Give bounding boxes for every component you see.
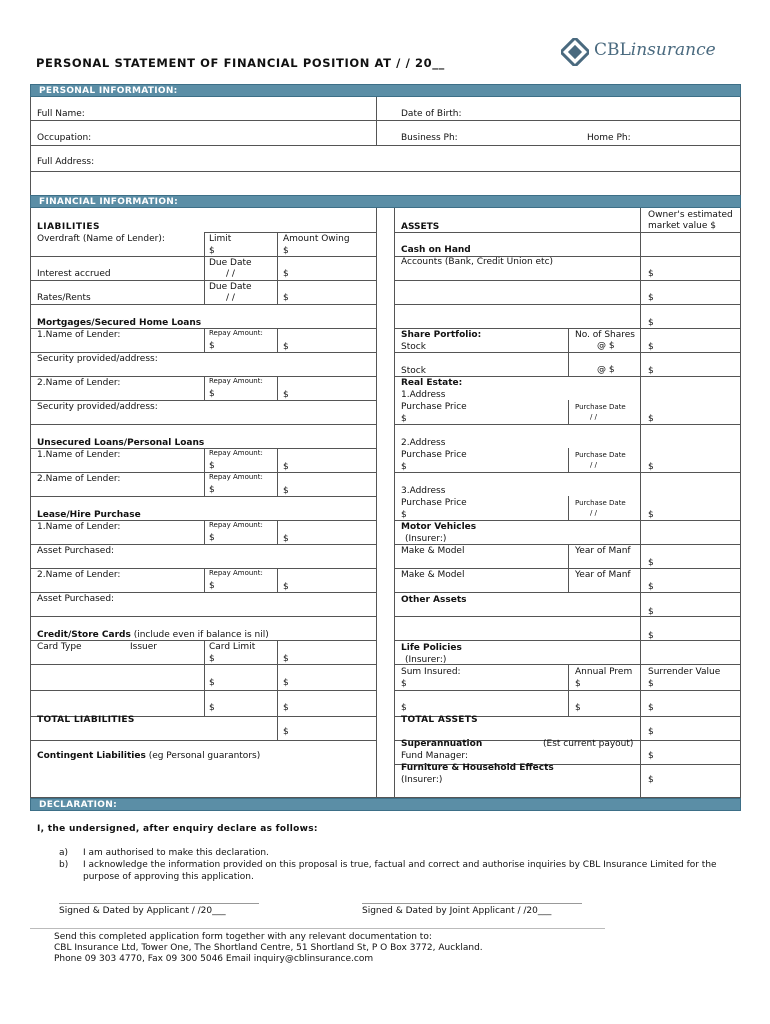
footer-contact-line: Phone 09 303 4770, Fax 09 300 5046 Email inquiry@cblinsurance.com: [54, 954, 374, 964]
dob-label: Date of Birth:: [401, 109, 462, 119]
superannuation-label: Superannuation: [401, 739, 483, 749]
occupation-label: Occupation:: [37, 133, 92, 143]
price-dollar-3: $: [401, 510, 407, 520]
card-owing-dollar-2: $: [283, 678, 289, 688]
business-phone-label: Business Ph:: [401, 133, 458, 143]
financial-info-bar: FINANCIAL INFORMATION:: [30, 195, 741, 208]
rates-label: Rates/Rents: [37, 293, 91, 303]
mortgage-owing-dollar-2: $: [283, 390, 289, 400]
footer-send-line: Send this completed application form together with any relevant documentation to:: [54, 932, 432, 942]
cbl-logo-icon: [561, 38, 589, 69]
asset-dollar-3: $: [648, 318, 654, 328]
sum-dollar-2: $: [401, 703, 407, 713]
unsecured-owing-dollar-1: $: [283, 462, 289, 472]
clause-b-label: b): [59, 860, 69, 870]
limit-label: Limit: [209, 234, 232, 244]
card-owing-dollar-3: $: [283, 703, 289, 713]
mortgage-security-1: Security provided/address:: [37, 354, 158, 364]
cbl-logo: CBLinsurance: [594, 40, 716, 60]
lease-repay-2: Repay Amount:: [209, 569, 263, 577]
rates-dollar: $: [283, 293, 289, 303]
issuer-label: Issuer: [130, 642, 157, 652]
applicant-signature-field[interactable]: Signed & Dated by Applicant / /20___: [59, 906, 226, 916]
mortgage-repay-1: Repay Amount:: [209, 329, 263, 337]
credit-heading: Credit/Store Cards (include even if balance is nil): [37, 630, 269, 640]
motor-dollar-2: $: [648, 582, 654, 592]
due-date-value: / /: [226, 269, 235, 279]
total-liabilities-label: TOTAL LIABILITIES: [37, 715, 135, 725]
motor-label: Motor Vehicles: [401, 522, 477, 532]
assets-heading: ASSETS: [401, 222, 440, 232]
mortgage-repay-2: Repay Amount:: [209, 377, 263, 385]
fund-manager-label: Fund Manager:: [401, 751, 468, 761]
mortgage-lender-2: 2.Name of Lender:: [37, 378, 121, 388]
purchase-price-1: Purchase Price: [401, 402, 467, 412]
footer-address-line: CBL Insurance Ltd, Tower One, The Shortland Centre, 51 Shortland St, P O Box 3772, Auckland.: [54, 943, 483, 953]
total-liabilities-dollar: $: [283, 727, 289, 737]
make-model-2: Make & Model: [401, 570, 465, 580]
purchase-price-3: Purchase Price: [401, 498, 467, 508]
cash-label: Cash on Hand: [401, 245, 471, 255]
purchase-date-value-3: / /: [590, 509, 597, 517]
address-3-label: 3.Address: [401, 486, 446, 496]
price-dollar-2: $: [401, 462, 407, 472]
real-estate-label: Real Estate:: [401, 378, 463, 388]
owners-estimate-label-1: Owner's estimated: [648, 210, 733, 220]
at-dollar-2: @ $: [597, 365, 615, 375]
prem-dollar-2: $: [575, 703, 581, 713]
purchase-date-1: Purchase Date: [575, 403, 626, 411]
mortgage-owing-dollar-1: $: [283, 342, 289, 352]
card-limit-label: Card Limit: [209, 642, 256, 652]
lease-repay-dollar-1: $: [209, 533, 215, 543]
total-assets-label: TOTAL ASSETS: [401, 715, 478, 725]
stock-dollar-2: $: [648, 366, 654, 376]
clause-b-text: I acknowledge the information provided on this proposal is true, factual and correct and authorise inquiries by CBL Insurance Limited for the: [83, 860, 717, 870]
card-limit-dollar-1: $: [209, 654, 215, 664]
address-2-label: 2.Address: [401, 438, 446, 448]
surrender-dollar-2: $: [648, 703, 654, 713]
due-date-value-2: / /: [226, 293, 235, 303]
purchase-date-value-1: / /: [590, 413, 597, 421]
furniture-label: Furniture & Household Effects: [401, 763, 554, 773]
stock-label-2: Stock: [401, 366, 426, 376]
super-dollar: $: [648, 751, 654, 761]
surrender-label: Surrender Value: [648, 667, 721, 677]
purchase-date-value-2: / /: [590, 461, 597, 469]
unsecured-owing-dollar-2: $: [283, 486, 289, 496]
liabilities-heading: LIABILITIES: [37, 222, 100, 232]
limit-dollar: $: [209, 246, 215, 256]
clause-a-text: I am authorised to make this declaration.: [83, 848, 269, 858]
asset-dollar-2: $: [648, 293, 654, 303]
purchase-date-2: Purchase Date: [575, 451, 626, 459]
interest-dollar: $: [283, 269, 289, 279]
life-policies-label: Life Policies: [401, 643, 462, 653]
at-dollar-1: @ $: [597, 341, 615, 351]
declaration-intro: I, the undersigned, after enquiry declare as follows:: [37, 824, 318, 834]
lease-lender-2: 2.Name of Lender:: [37, 570, 121, 580]
contingent-label: Contingent Liabilities (eg Personal guarantors): [37, 751, 261, 761]
card-type-label: Card Type: [37, 642, 82, 652]
furniture-dollar: $: [648, 775, 654, 785]
unsecured-lender-1: 1.Name of Lender:: [37, 450, 121, 460]
estate-dollar-2: $: [648, 462, 654, 472]
estate-dollar-3: $: [648, 510, 654, 520]
interest-label: Interest accrued: [37, 269, 111, 279]
surrender-dollar-1: $: [648, 679, 654, 689]
mortgage-repay-dollar-1: $: [209, 341, 215, 351]
share-portfolio-label: Share Portfolio:: [401, 330, 482, 340]
mortgage-lender-1: 1.Name of Lender:: [37, 330, 121, 340]
mortgage-repay-dollar-2: $: [209, 389, 215, 399]
card-owing-dollar-1: $: [283, 654, 289, 664]
card-limit-dollar-3: $: [209, 703, 215, 713]
lease-asset-1: Asset Purchased:: [37, 546, 115, 556]
year-manf-1: Year of Manf: [575, 546, 631, 556]
purchase-date-3: Purchase Date: [575, 499, 626, 507]
accounts-label: Accounts (Bank, Credit Union etc): [401, 257, 554, 267]
other-assets-label: Other Assets: [401, 595, 467, 605]
full-name-label: Full Name:: [37, 109, 85, 119]
other-dollar-2: $: [648, 631, 654, 641]
due-date-label: Due Date: [209, 258, 252, 268]
unsecured-heading: Unsecured Loans/Personal Loans: [37, 438, 205, 448]
joint-applicant-signature-field[interactable]: Signed & Dated by Joint Applicant / /20___: [362, 906, 552, 916]
motor-insurer: (Insurer:): [405, 534, 447, 544]
card-limit-dollar-2: $: [209, 678, 215, 688]
mortgage-security-2: Security provided/address:: [37, 402, 158, 412]
accounts-dollar: $: [648, 269, 654, 279]
estate-dollar-1: $: [648, 414, 654, 424]
owners-estimate-label-2: market value $: [648, 221, 716, 231]
unsecured-lender-2: 2.Name of Lender:: [37, 474, 121, 484]
lease-owing-dollar-1: $: [283, 534, 289, 544]
overdraft-label: Overdraft (Name of Lender):: [37, 234, 165, 244]
lease-heading: Lease/Hire Purchase: [37, 510, 141, 520]
lease-repay-dollar-2: $: [209, 581, 215, 591]
est-payout-label: (Est current payout): [543, 739, 634, 749]
stock-label-1: Stock: [401, 342, 426, 352]
prem-dollar-1: $: [575, 679, 581, 689]
other-dollar-1: $: [648, 607, 654, 617]
unsecured-repay-dollar-2: $: [209, 485, 215, 495]
declaration-bar: DECLARATION:: [30, 798, 741, 811]
clause-a-label: a): [59, 848, 69, 858]
price-dollar-1: $: [401, 414, 407, 424]
page-title: PERSONAL STATEMENT OF FINANCIAL POSITION AT / / 20__: [36, 56, 445, 70]
motor-dollar-1: $: [648, 558, 654, 568]
life-insurer: (Insurer:): [405, 655, 447, 665]
owing-dollar: $: [283, 246, 289, 256]
home-phone-label: Home Ph:: [587, 133, 631, 143]
year-manf-2: Year of Manf: [575, 570, 631, 580]
purchase-price-2: Purchase Price: [401, 450, 467, 460]
stock-dollar-1: $: [648, 342, 654, 352]
unsecured-repay-1: Repay Amount:: [209, 449, 263, 457]
personal-info-bar: PERSONAL INFORMATION:: [30, 84, 741, 97]
amount-owing-label: Amount Owing: [283, 234, 350, 244]
clause-b-text-2: purpose of approving this application.: [83, 872, 254, 882]
unsecured-repay-2: Repay Amount:: [209, 473, 263, 481]
annual-prem-label: Annual Prem: [575, 667, 633, 677]
lease-repay-1: Repay Amount:: [209, 521, 263, 529]
due-date-label-2: Due Date: [209, 282, 252, 292]
furniture-insurer: (Insurer:): [401, 775, 443, 785]
unsecured-repay-dollar-1: $: [209, 461, 215, 471]
address-1-label: 1.Address: [401, 390, 446, 400]
lease-asset-2: Asset Purchased:: [37, 594, 115, 604]
lease-lender-1: 1.Name of Lender:: [37, 522, 121, 532]
sum-dollar-1: $: [401, 679, 407, 689]
address-label: Full Address:: [37, 157, 95, 167]
make-model-1: Make & Model: [401, 546, 465, 556]
total-assets-dollar: $: [648, 727, 654, 737]
sum-insured-label: Sum Insured:: [401, 667, 461, 677]
mortgages-heading: Mortgages/Secured Home Loans: [37, 318, 202, 328]
no-shares-label: No. of Shares: [575, 330, 635, 340]
lease-owing-dollar-2: $: [283, 582, 289, 592]
